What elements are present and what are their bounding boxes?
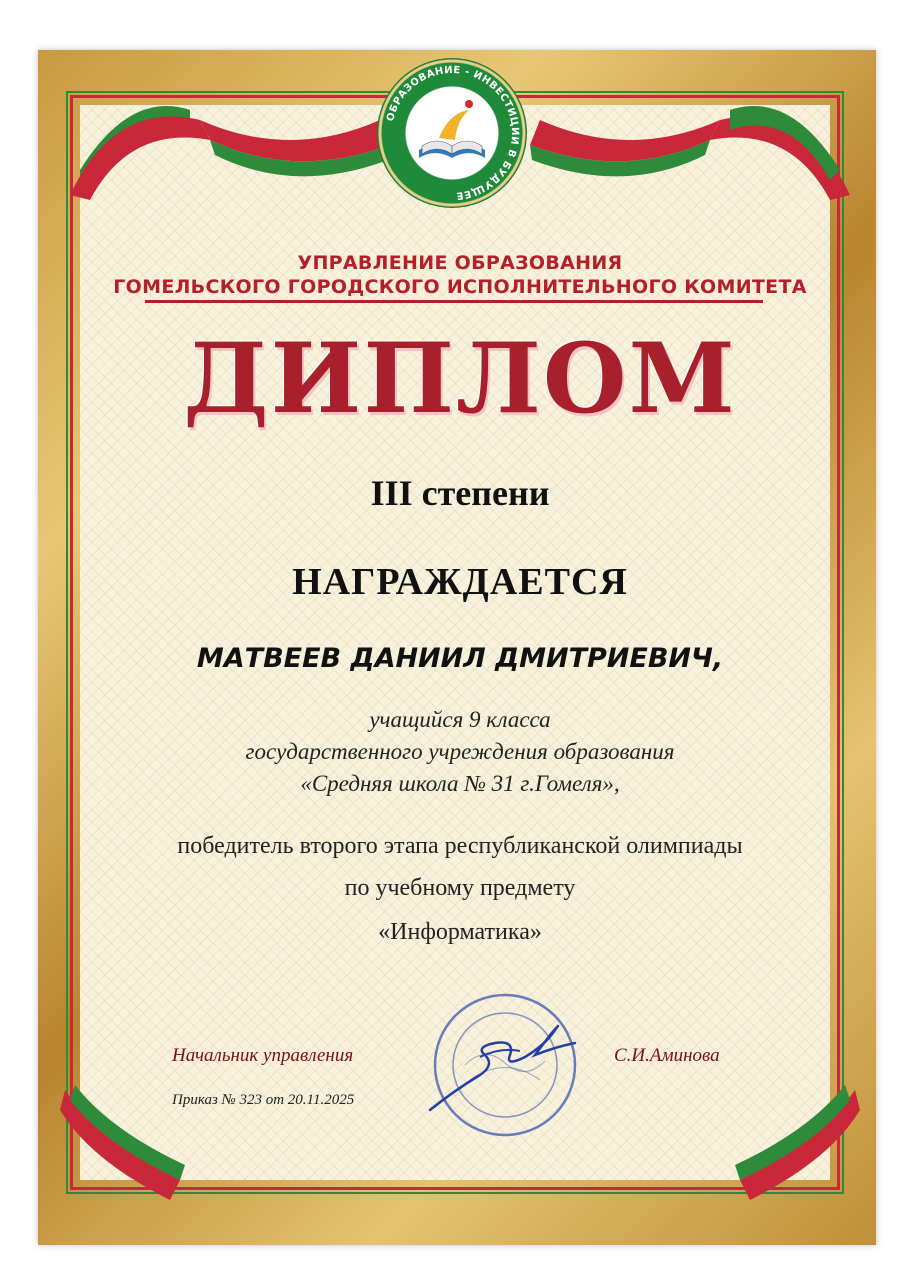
diploma-title: ДИПЛОМ: [183, 322, 737, 435]
organization-line-1: УПРАВЛЕНИЕ ОБРАЗОВАНИЯ: [297, 252, 623, 274]
open-book-icon: [419, 100, 485, 158]
achievement-line-1: победитель второго этапа республиканской олимпиады: [177, 833, 743, 859]
school-line-2: государственного учреждения образования: [245, 739, 675, 764]
school-line-1: учащийся 9 класса: [369, 707, 551, 732]
diploma-degree: III степени: [370, 473, 550, 513]
emblem-motto: ОБРАЗОВАНИЕ - ИНВЕСТИЦИИ В БУДУЩЕЕ: [385, 64, 521, 201]
achievement-line-2: по учебному предмету: [344, 875, 576, 901]
recipient-name: МАТВЕЕВ ДАНИИЛ ДМИТРИЕВИЧ,: [196, 643, 724, 674]
school-line-3: «Средняя школа № 31 г.Гомеля»,: [300, 771, 620, 796]
achievement-subject: «Информатика»: [378, 919, 542, 945]
handwritten-signature: [425, 985, 585, 1145]
bottom-ribbon-right: [720, 1080, 860, 1210]
signatory-position: Начальник управления: [172, 1045, 354, 1066]
organization-underline: [145, 300, 763, 303]
order-reference: Приказ № 323 от 20.11.2025: [172, 1092, 355, 1108]
signatory-name: С.И.Аминова: [614, 1045, 720, 1066]
education-emblem: [377, 58, 527, 208]
awarded-heading: НАГРАЖДАЕТСЯ: [292, 561, 628, 603]
organization-line-2: ГОМЕЛЬСКОГО ГОРОДСКОГО ИСПОЛНИТЕЛЬНОГО КОМИТЕТА: [113, 276, 807, 298]
